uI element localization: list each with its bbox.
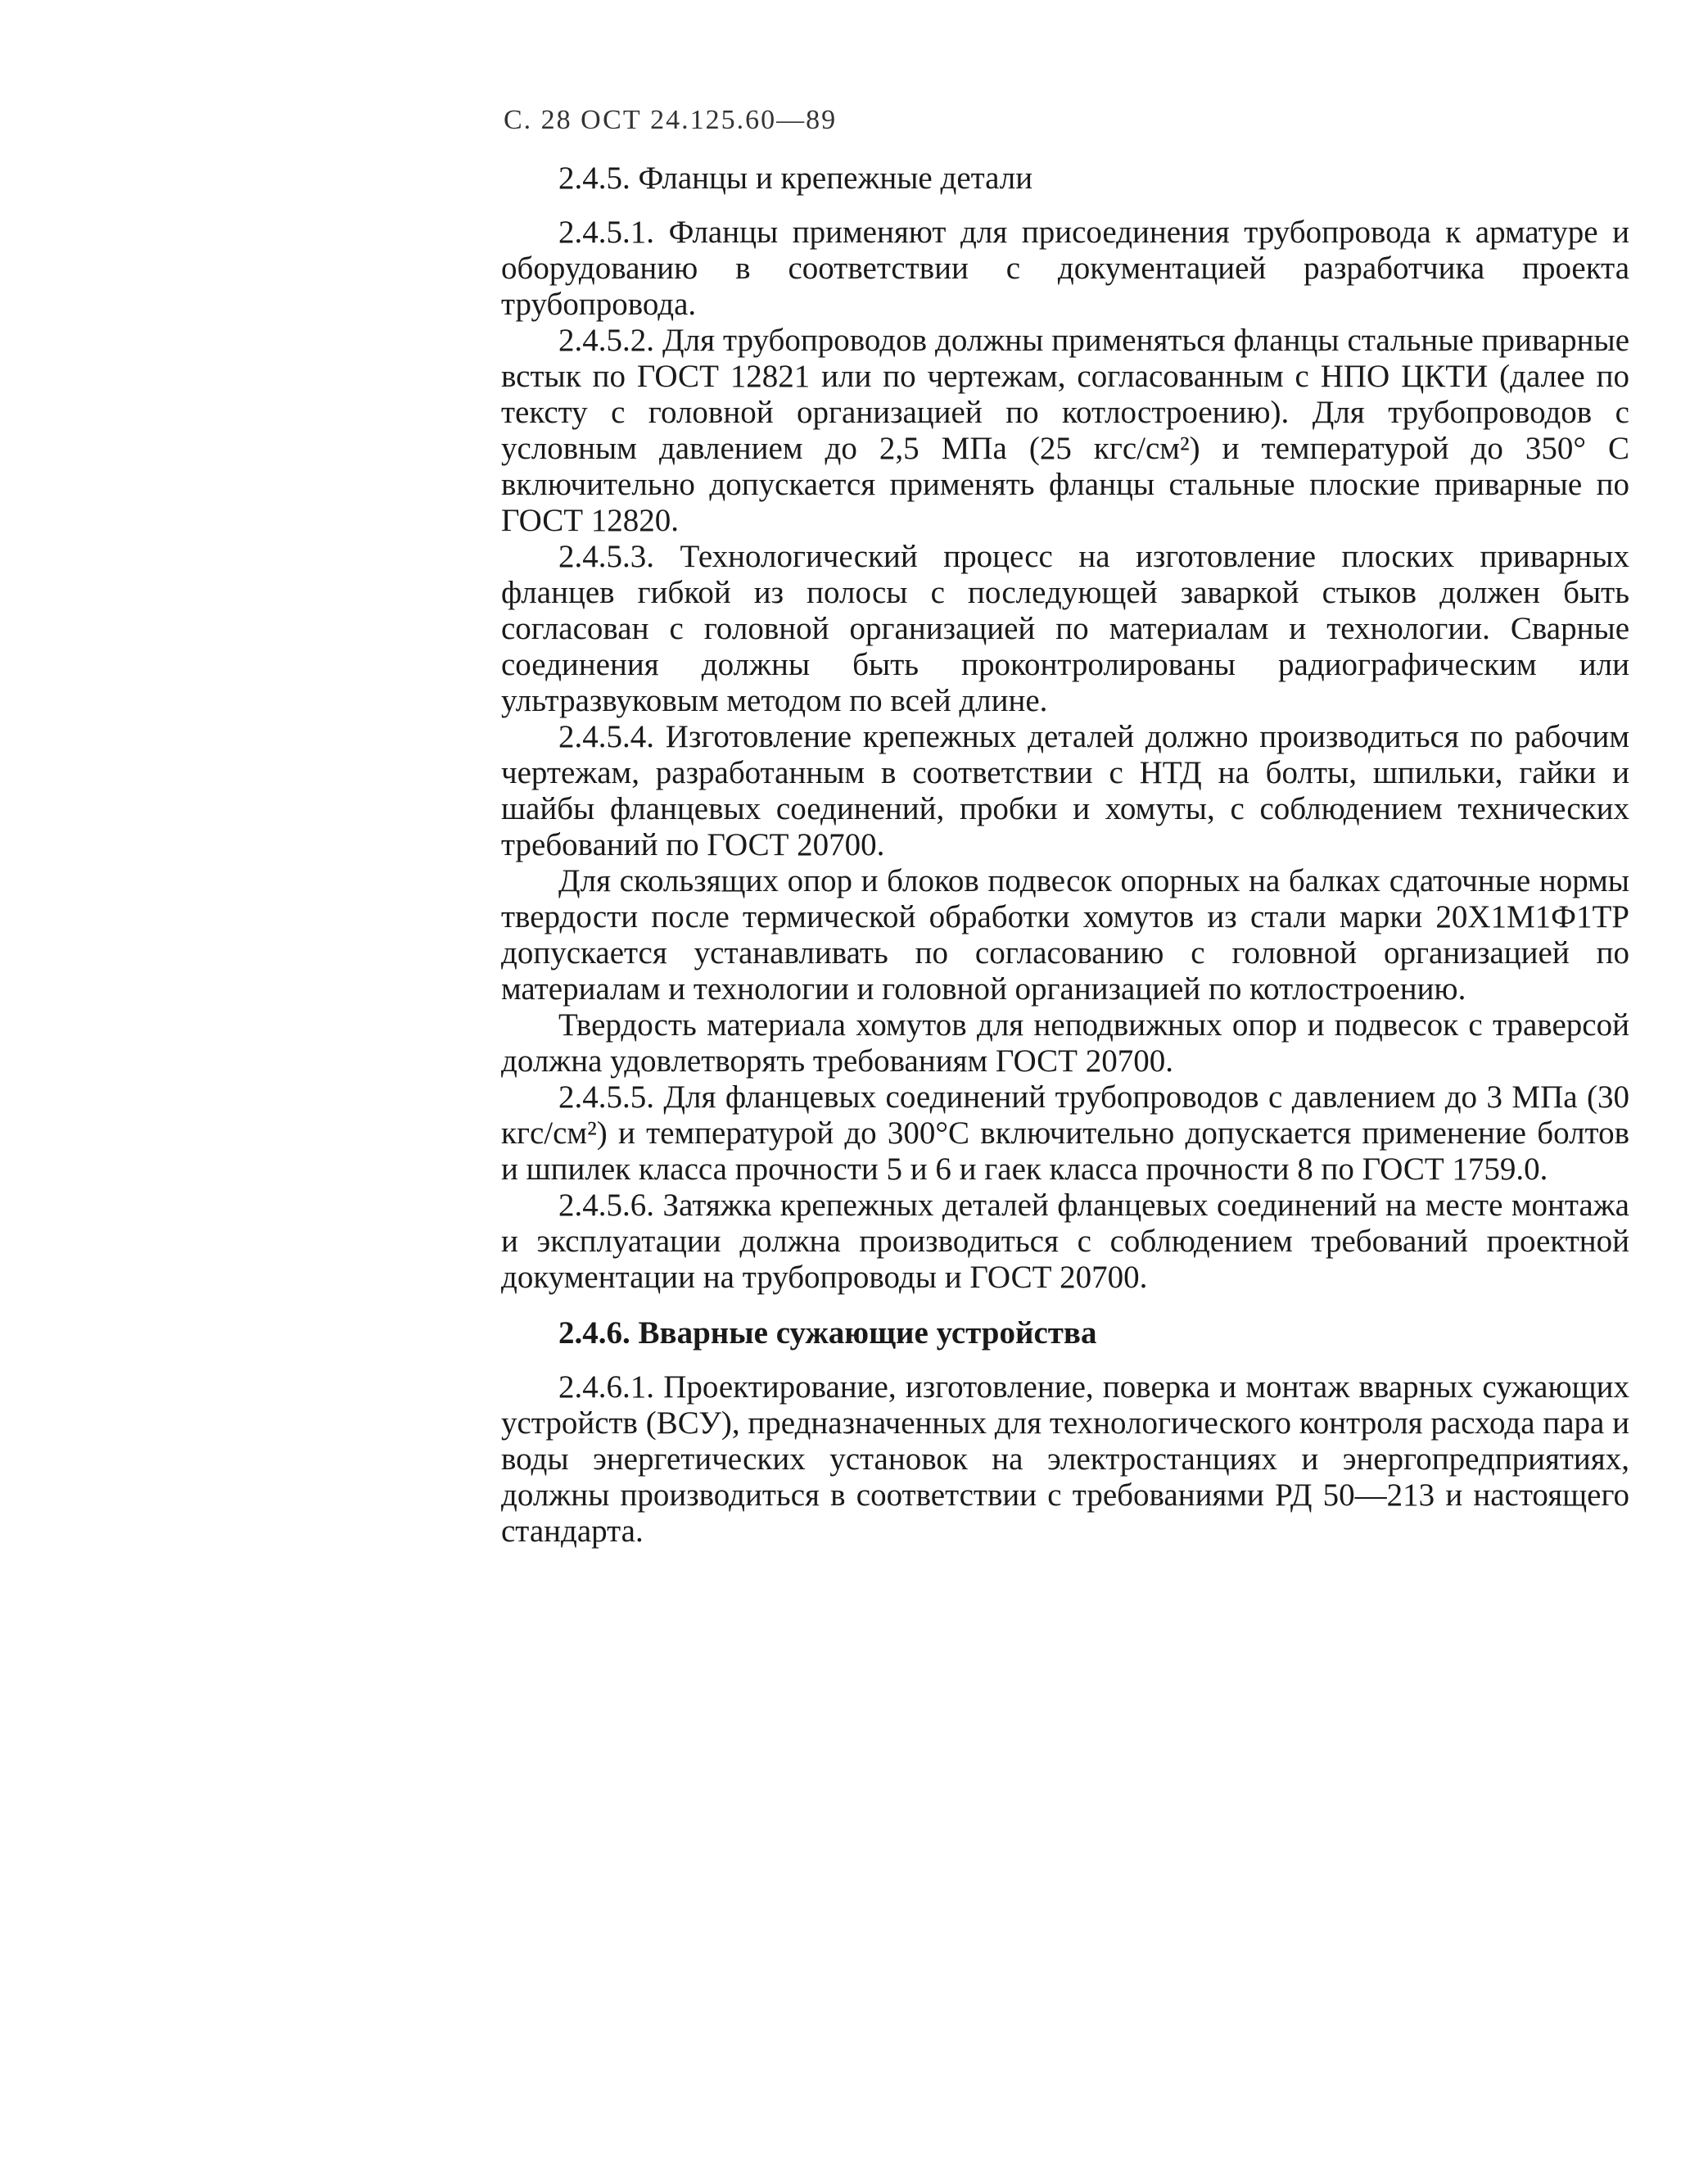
paragraph: 2.4.5.5. Для фланцевых соединений трубопроводов с давлением до 3 МПа (30 кгс/см²) и температурой до 300°С включительно допускается применение болтов и шпилек класса прочности 5 и 6 и гаек класса прочности 8 по ГОСТ 1759.0. [501,1079,1629,1187]
paragraph: 2.4.5.6. Затяжка крепежных деталей фланцевых соединений на месте монтажа и эксплуатации должна производиться с соблюдением требований проектной документации на трубопроводы и ГОСТ 20700. [501,1188,1629,1295]
paragraph: 2.4.5.2. Для трубопроводов должны применяться фланцы стальные приварные встык по ГОСТ 12821 или по чертежам, согласованным с НПО ЦКТИ (далее по тексту с головной организацией по котлостроению). Для трубопроводов с условным давлением до 2,5 МПа (25 кгс/см²) и температурой до 350° С включительно допускается применять фланцы стальные плоские приварные по ГОСТ 12820. [501,323,1629,538]
running-header: С. 28 ОСТ 24.125.60—89 [504,105,838,135]
paragraph: 2.4.5.4. Изготовление крепежных деталей должно производиться по рабочим чертежам, разработанным в соответствии с НТД на болты, шпильки, гайки и шайбы фланцевых соединений, пробки и хомуты, с соблюдением технических требований по ГОСТ 20700. [501,719,1629,862]
paragraph: Для скользящих опор и блоков подвесок опорных на балках сдаточные нормы твердости после термической обработки хомутов из стали марки 20Х1М1Ф1ТР допускается устанавливать по согласованию с головной организацией по материалам и технологии и головной организацией по котлостроению. [501,863,1629,1007]
paragraph: 2.4.5.1. Фланцы применяют для присоединения трубопровода к арматуре и оборудованию в соответствии с документацией разработчика проекта трубопровода. [501,215,1629,322]
document-body [501,161,1629,1550]
paragraph: 2.4.6.1. Проектирование, изготовление, поверка и монтаж вварных сужающих устройств (ВСУ), предназначенных для технологического контроля расхода пара и воды энергетических установок на электростанциях и энергопредприятиях, должны производиться в соответствии с требованиями РД 50—213 и настоящего стандарта. [501,1369,1629,1549]
section-heading-flanges: 2.4.5. Фланцы и крепежные детали [558,161,1033,196]
section-heading-restriction-devices: 2.4.6. Вварные сужающие устройства [558,1315,1097,1351]
paragraph: 2.4.5.3. Технологический процесс на изготовление плоских приварных фланцев гибкой из полосы с последующей заваркой стыков должен быть согласован с головной организацией по материалам и технологии. Сварные соединения должны быть проконтролированы радиографическим или ультразвуковым методом по всей длине. [501,539,1629,718]
paragraph: Твердость материала хомутов для неподвижных опор и подвесок с траверсой должна удовлетворять требованиям ГОСТ 20700. [501,1007,1629,1079]
